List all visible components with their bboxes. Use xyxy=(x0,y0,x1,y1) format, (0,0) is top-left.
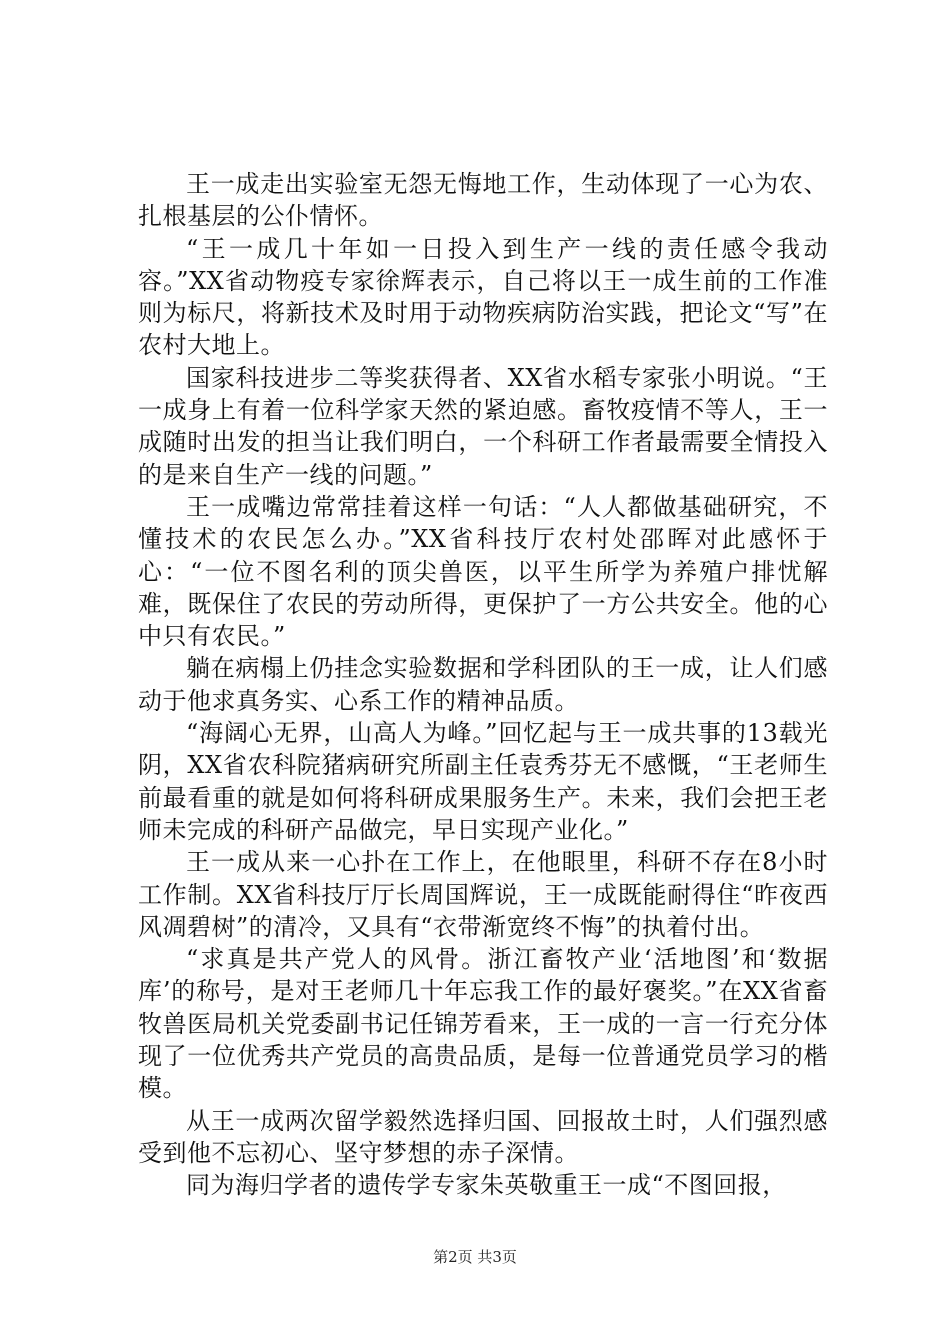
paragraph-4: 王一成嘴边常常挂着这样一句话：“人人都做基础研究，不懂技术的农民怎么办。”XX省科技厅农村处邵晖对此感怀于心：“一位不图名利的顶尖兽医，以平生所学为养殖户排忧解难，既保住了农民的劳动所得，更保护了一方公共安全。他的心中只有农民。” xyxy=(138,492,828,651)
page-number-label: 第2页 共3页 xyxy=(433,1248,517,1266)
body-text xyxy=(138,168,828,1202)
paragraph-3: 国家科技进步二等奖获得者、XX省水稻专家张小明说。“王一成身上有着一位科学家天然的紧迫感。畜牧疫情不等人，王一成随时出发的担当让我们明白，一个科研工作者最需要全情投入的是来自生产一线的问题。” xyxy=(138,363,828,489)
page-footer xyxy=(0,1247,950,1267)
paragraph-8: “求真是共产党人的风骨。浙江畜牧产业‘活地图’和‘数据库’的称号，是对王老师几十年忘我工作的最好褒奖。”在XX省畜牧兽医局机关党委副书记任锦芳看来，王一成的一言一行充分体现了一位优秀共产党员的高贵品质，是每一位普通党员学习的楷模。 xyxy=(138,945,828,1103)
paragraph-7: 王一成从来一心扑在工作上，在他眼里，科研不存在8小时工作制。XX省科技厅厅长周国辉说，王一成既能耐得住“昨夜西风凋碧树”的清冷，又具有“衣带渐宽终不悔”的执着付出。 xyxy=(138,848,828,941)
paragraph-10: 同为海归学者的遗传学专家朱英敬重王一成“不图回报， xyxy=(186,1171,787,1200)
paragraph-6: “海阔心无界，山高人为峰。”回忆起与王一成共事的13载光阴，XX省农科院猪病研究所副主任袁秀芬无不感慨，“王老师生前最看重的就是如何将科研成果服务生产。未来，我们会把王老师未完成的科研产品做完，早日实现产业化。” xyxy=(138,719,828,844)
paragraph-9: 从王一成两次留学毅然选择归国、回报故土时，人们强烈感受到他不忘初心、坚守梦想的赤子深情。 xyxy=(138,1106,828,1167)
paragraph-5: 躺在病榻上仍挂念实验数据和学科团队的王一成，让人们感动于他求真务实、心系工作的精神品质。 xyxy=(138,654,828,715)
paragraph-2: “王一成几十年如一日投入到生产一线的责任感令我动容。”XX省动物疫专家徐辉表示，自己将以王一成生前的工作准则为标尺，将新技术及时用于动物疾病防治实践，把论文“写”在农村大地上。 xyxy=(138,234,828,360)
paragraph-1: 王一成走出实验室无怨无悔地工作，生动体现了一心为农、扎根基层的公仆情怀。 xyxy=(138,170,828,231)
